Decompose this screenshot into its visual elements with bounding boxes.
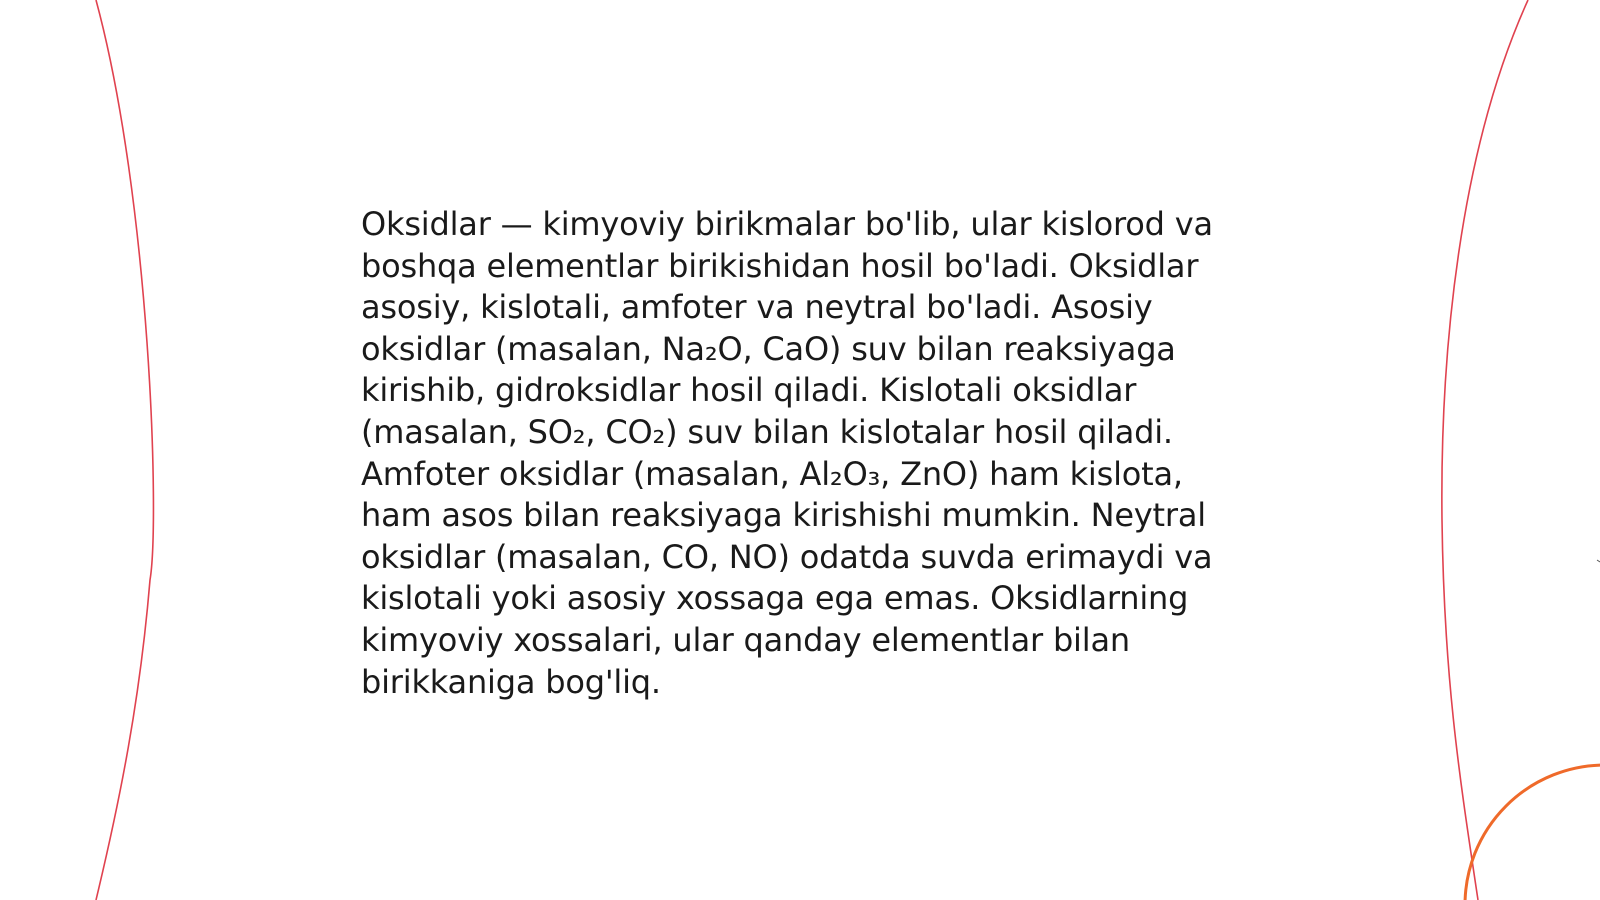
right-curve-line	[1442, 0, 1528, 900]
paragraph-line: oksidlar (masalan, CO, NO) odatda suvda erimaydi va	[361, 537, 1213, 576]
paragraph-line: (masalan, SO₂, CO₂) suv bilan kislotalar hosil qiladi.	[361, 412, 1173, 451]
paragraph-line: kislotali yoki asosiy xossaga ega emas. Oksidlarning	[361, 579, 1189, 618]
main-text-box	[361, 204, 1261, 703]
paragraph-line: asosiy, kislotali, amfoter va neytral bo'ladi. Asosiy	[361, 288, 1153, 327]
paragraph-line: oksidlar (masalan, Na₂O, CaO) suv bilan reaksiyaga	[361, 329, 1176, 368]
paragraph-line: birikkaniga bog'liq.	[361, 662, 661, 701]
paragraph-line: Amfoter oksidlar (masalan, Al₂O₃, ZnO) ham kislota,	[361, 454, 1183, 493]
bottom-right-accent-circle	[1465, 765, 1600, 900]
paragraph-line: boshqa elementlar birikishidan hosil bo'ladi. Oksidlar	[361, 246, 1199, 285]
paragraph-line: Oksidlar — kimyoviy birikmalar bo'lib, ular kislorod va	[361, 205, 1213, 243]
oxides-description-paragraph	[361, 204, 1261, 703]
paragraph-line: ham asos bilan reaksiyaga kirishishi mumkin. Neytral	[361, 496, 1206, 535]
paragraph-line: kimyoviy xossalari, ular qanday elementlar bilan	[361, 620, 1130, 659]
left-curve-line	[96, 0, 153, 900]
paragraph-line: kirishib, gidroksidlar hosil qiladi. Kislotali oksidlar	[361, 371, 1137, 410]
